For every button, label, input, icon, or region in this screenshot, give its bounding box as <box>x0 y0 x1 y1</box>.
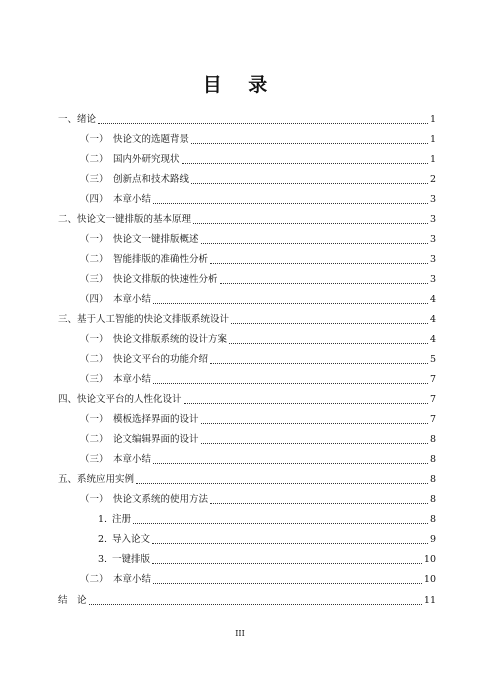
toc-entry-number: （三） <box>80 374 109 385</box>
dot-leader <box>89 603 422 605</box>
dot-leader <box>210 502 428 504</box>
toc-entry-text: 快论文平台的人性化设计 <box>77 394 182 405</box>
toc-entry-text: 系统应用实例 <box>77 474 135 485</box>
toc-entry-text: 本章小结 <box>113 194 152 205</box>
dot-leader <box>133 522 428 524</box>
dot-leader <box>201 422 428 424</box>
toc-entry-text: 快论文一键排版概述 <box>113 234 199 245</box>
dot-leader <box>153 462 428 464</box>
toc-entry-number: （二） <box>80 154 109 165</box>
toc-entry[interactable] <box>58 468 436 486</box>
toc-entry[interactable] <box>58 408 436 426</box>
dot-leader <box>153 382 428 384</box>
toc-entry[interactable] <box>58 448 436 466</box>
dot-leader <box>229 342 428 344</box>
toc-entry-page: 1 <box>429 134 436 145</box>
toc-entry[interactable] <box>58 208 436 226</box>
toc-entry-page: 8 <box>429 454 436 465</box>
toc-entry-text: 本章小结 <box>113 454 152 465</box>
toc-entry-number: （二） <box>80 354 109 365</box>
dot-leader <box>210 262 428 264</box>
toc-entry-text: 国内外研究现状 <box>113 154 180 165</box>
dot-leader <box>191 182 428 184</box>
dot-leader <box>136 482 428 484</box>
toc-entry-text: 论文编辑界面的设计 <box>113 434 199 445</box>
toc-entry-text: 导入论文 <box>112 534 151 545</box>
dot-leader <box>210 362 428 364</box>
toc-entry-number: （一） <box>80 134 109 145</box>
toc-entry-number: 三、 <box>58 314 78 325</box>
dot-leader <box>201 442 428 444</box>
toc-entry[interactable] <box>58 388 436 406</box>
toc-entry-text: 基于人工智能的快论文排版系统设计 <box>77 314 230 325</box>
toc-entry-text: 快论文排版的快速性分析 <box>113 274 218 285</box>
toc-entry-number: （一） <box>80 334 109 345</box>
toc-entry-number: 五、 <box>58 474 78 485</box>
toc-entry[interactable] <box>58 328 436 346</box>
toc-entry-page: 3 <box>429 234 436 245</box>
dot-leader <box>193 222 428 224</box>
toc-entry-number: 一、 <box>58 114 78 125</box>
toc-entry[interactable] <box>58 368 436 386</box>
toc-entry[interactable] <box>58 428 436 446</box>
toc-entry-number: （四） <box>80 294 109 305</box>
toc-title: 目 录 <box>202 74 278 96</box>
toc-entry[interactable] <box>58 348 436 366</box>
toc-entry-text: 模板选择界面的设计 <box>113 414 199 425</box>
toc-entry-page: 4 <box>429 334 436 345</box>
toc-entry[interactable] <box>58 268 436 286</box>
toc-entry-page: 10 <box>423 554 436 565</box>
toc-entry[interactable] <box>58 548 436 566</box>
toc-entry-text: 快论文的选题背景 <box>113 134 190 145</box>
toc-entry-page: 10 <box>423 574 436 585</box>
dot-leader <box>153 302 428 304</box>
toc-entry-number: （三） <box>80 274 109 285</box>
toc-entry-text: 注册 <box>112 514 132 525</box>
toc-entry-page: 3 <box>429 214 436 225</box>
toc-entry-number: （二） <box>80 254 109 265</box>
dot-leader <box>184 402 428 404</box>
toc-entry[interactable] <box>58 568 436 586</box>
dot-leader <box>201 242 428 244</box>
toc-entry-text: 快论文系统的使用方法 <box>113 494 209 505</box>
toc-entry-page: 2 <box>429 174 436 185</box>
toc-entry[interactable] <box>58 108 436 126</box>
toc-entry-number: 二、 <box>58 214 78 225</box>
toc-entry-text: 快论文排版系统的设计方案 <box>113 334 228 345</box>
toc-entry[interactable] <box>58 148 436 166</box>
toc-entry-page: 3 <box>429 194 436 205</box>
toc-entry-number: 1. <box>98 514 108 525</box>
toc-entry-text: 本章小结 <box>113 374 152 385</box>
toc-entry-page: 7 <box>429 394 436 405</box>
toc-entry-number: （四） <box>80 194 109 205</box>
toc-entry-page: 4 <box>429 314 436 325</box>
toc-entry-page: 8 <box>429 494 436 505</box>
dot-leader <box>231 322 428 324</box>
toc-entry-page: 1 <box>429 114 436 125</box>
toc-entry-page: 7 <box>429 374 436 385</box>
toc-entry-page: 4 <box>429 294 436 305</box>
toc-entry-number: （一） <box>80 234 109 245</box>
toc-entry[interactable] <box>58 308 436 326</box>
toc-entry-page: 3 <box>429 254 436 265</box>
toc-entry-page: 5 <box>429 354 436 365</box>
toc-entry-page: 3 <box>429 274 436 285</box>
toc-entry-text: 创新点和技术路线 <box>113 174 190 185</box>
toc-entry-page: 1 <box>429 154 436 165</box>
toc-entry-number: 2. <box>98 534 108 545</box>
toc-entry[interactable] <box>58 508 436 526</box>
toc-entry-page: 8 <box>429 474 436 485</box>
toc-entry-text: 智能排版的准确性分析 <box>113 254 209 265</box>
dot-leader <box>152 562 422 564</box>
toc-entry[interactable] <box>58 288 436 306</box>
page-number: III <box>235 629 245 638</box>
toc-entry-number: （三） <box>80 454 109 465</box>
toc-entry-text: 一键排版 <box>112 554 151 565</box>
toc-entry[interactable] <box>58 168 436 186</box>
toc-entry-number: （一） <box>80 494 109 505</box>
toc-entry-page: 9 <box>429 534 436 545</box>
toc-entry-page: 8 <box>429 434 436 445</box>
toc-entry-text: 快论文一键排版的基本原理 <box>77 214 192 225</box>
toc-entry-number: 四、 <box>58 394 78 405</box>
toc-entry-number: （二） <box>80 434 109 445</box>
toc-entry[interactable] <box>58 248 436 266</box>
toc-entry-number: （一） <box>80 414 109 425</box>
dot-leader <box>153 202 428 204</box>
toc-entry[interactable] <box>58 128 436 146</box>
toc-entry-text: 绪论 <box>77 114 97 125</box>
toc-entry[interactable] <box>58 188 436 206</box>
dot-leader <box>191 142 428 144</box>
toc-entry-page: 8 <box>429 514 436 525</box>
toc-entry-page: 7 <box>429 414 436 425</box>
toc-entry[interactable] <box>58 488 436 506</box>
dot-leader <box>152 542 428 544</box>
dot-leader <box>98 122 428 124</box>
toc-entry[interactable] <box>58 589 436 607</box>
dot-leader <box>153 582 422 584</box>
toc-entry-text: 本章小结 <box>113 574 152 585</box>
toc-entry-text: 本章小结 <box>113 294 152 305</box>
toc-entry[interactable] <box>58 228 436 246</box>
toc-entry-text: 结 论 <box>58 595 87 606</box>
toc-entry-text: 快论文平台的功能介绍 <box>113 354 209 365</box>
dot-leader <box>182 162 428 164</box>
toc-entry-number: 3. <box>98 554 108 565</box>
toc-entry-number: （二） <box>80 574 109 585</box>
dot-leader <box>220 282 428 284</box>
toc-entry-page: 11 <box>423 595 436 606</box>
toc-entry-number: （三） <box>80 174 109 185</box>
toc-entry[interactable] <box>58 528 436 546</box>
